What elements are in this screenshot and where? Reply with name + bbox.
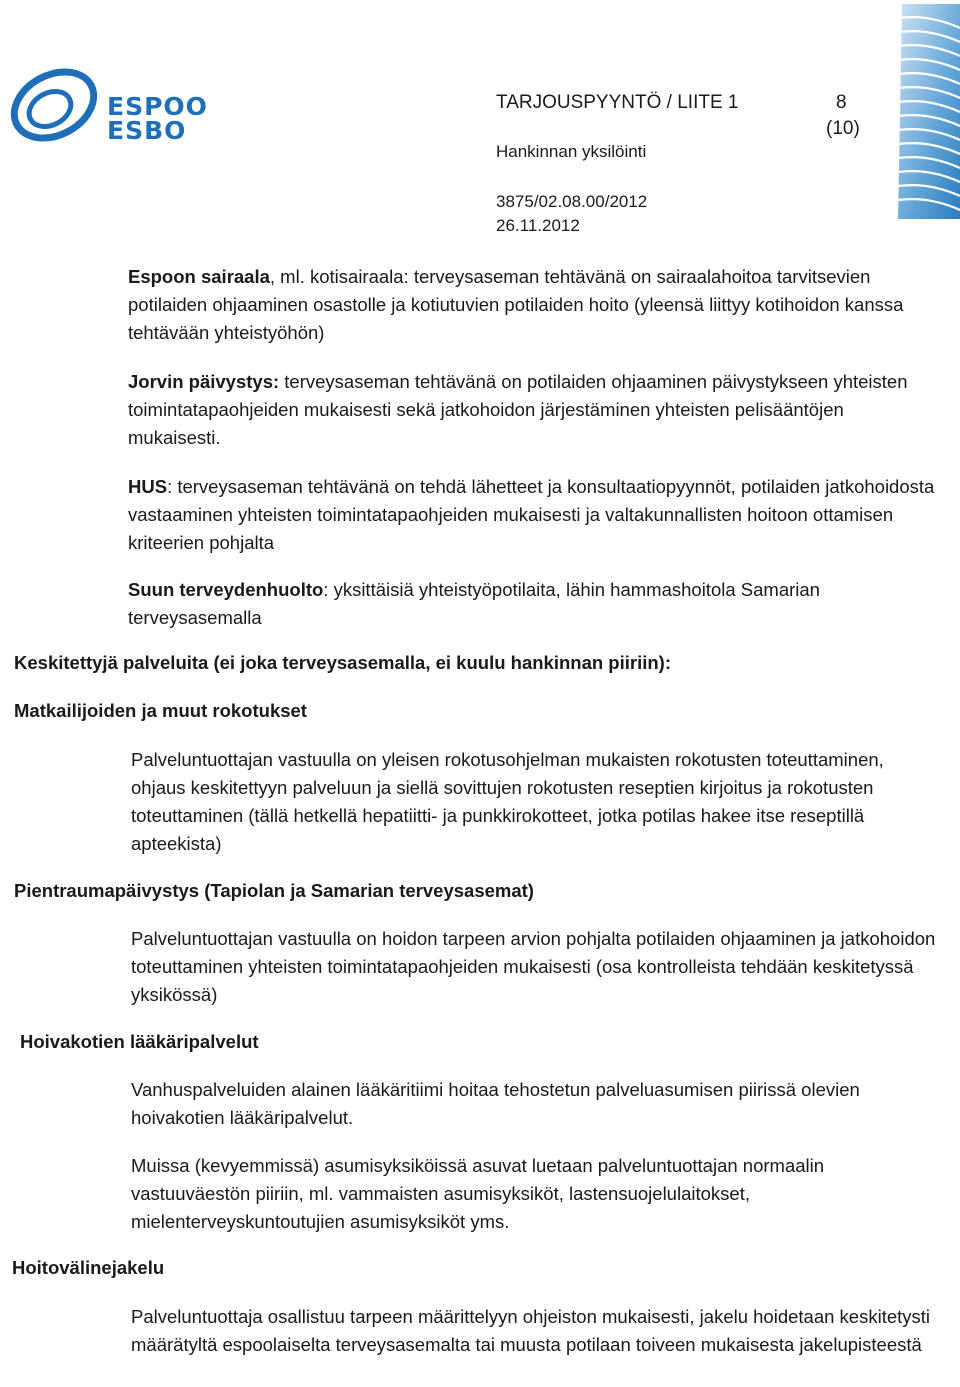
jorvin-paivystys-text: terveysaseman tehtävänä on potilaiden ohjaaminen päivystykseen yhteisten toimintatapaohjeiden mukaisesti sekä jatkohoidon järjestäminen yhteisten pelisääntöjen mukaisesti. (128, 371, 908, 448)
jorvin-paivystys-paragraph (128, 368, 938, 452)
reference-number: 3875/02.08.00/2012 (496, 192, 648, 211)
espoon-sairaala-paragraph (128, 263, 938, 347)
hoivakotien-heading: Hoivakotien lääkäripalvelut (20, 1031, 259, 1052)
page-number: 8 (836, 92, 847, 113)
page-total: (10) (826, 118, 860, 139)
hoivakotien-paragraph-2: Muissa (kevyemmissä) asumisyksiköissä asuvat luetaan palveluntuottajan normaalin vastuuväestön piiriin, ml. vammaisten asumisyksiköt, lastensuojelulaitokset, mielenterveyskuntoutujien asumisyksiköt yms. (131, 1155, 825, 1232)
document-title: TARJOUSPYYNTÖ / LIITE 1 (496, 92, 739, 113)
hus-paragraph (128, 473, 938, 557)
hoitovaline-heading: Hoitovälinejakelu (12, 1257, 165, 1278)
document-subtitle: Hankinnan yksilöinti (496, 142, 647, 161)
pientrauma-heading: Pientraumapäivystys (Tapiolan ja Samarian terveysasemat) (14, 880, 534, 901)
espoon-sairaala-text: , ml. kotisairaala: terveysaseman tehtävänä on sairaalahoitoa tarvitsevien potilaiden ohjaaminen osastolle ja kotiutuvien potilaiden hoito (yleensä liittyy kotihoidon kanssa tehtävään yhteistyöhön) (128, 266, 904, 343)
jorvin-paivystys-label: Jorvin päivystys: (128, 371, 280, 392)
document-date: 26.11.2012 (496, 216, 580, 235)
espoon-sairaala-label: Espoon sairaala (128, 266, 270, 287)
hus-label: HUS (128, 476, 168, 497)
espoo-logo (6, 58, 206, 153)
keskitettyja-heading: Keskitettyjä palveluita (ei joka terveysasemalla, ei kuulu hankinnan piiriin): (14, 652, 671, 673)
matkailijoiden-paragraph: Palveluntuottajan vastuulla on yleisen rokotusohjelman mukaisten rokotusten toteuttaminen, ohjaus keskitettyyn palveluun ja siellä sovittujen rokotusten reseptien kirjoitus ja rokotusten toteuttaminen (tällä hetkellä hepatiitti- ja punkkirokotteet, jotka potilas hakee itse reseptillä apteekista) (131, 749, 884, 854)
suun-terveydenhuolto-paragraph (128, 576, 938, 632)
logo-line-espoo: ESPOO (107, 92, 208, 121)
espoo-swirl-icon (6, 58, 106, 153)
hoitovaline-paragraph: Palveluntuottaja osallistuu tarpeen määrittelyyn ohjeiston mukaisesti, jakelu hoidetaan keskitetysti määrätyltä espoolaiselta terveysasemalta tai muusta potilaan toiveen mukaisesta jakelupisteestä (131, 1306, 931, 1355)
hoivakotien-paragraph-1: Vanhuspalveluiden alainen lääkäritiimi hoitaa tehostetun palveluasumisen piirissä olevien hoivakotien lääkäripalvelut. (131, 1079, 860, 1128)
hus-text: : terveysaseman tehtävänä on tehdä lähetteet ja konsultaatiopyynnöt, potilaiden jatkohoidosta vastaaminen yhteisten toimintatapaohjeiden mukaisesti ja valtakunnallisten hoitoon ottamisen kriteerien pohjalta (128, 476, 935, 553)
suun-terveydenhuolto-label: Suun terveydenhuolto (128, 579, 324, 600)
decorative-stripes (894, 4, 960, 219)
matkailijoiden-heading: Matkailijoiden ja muut rokotukset (14, 700, 307, 721)
pientrauma-paragraph: Palveluntuottajan vastuulla on hoidon tarpeen arvion pohjalta potilaiden ohjaaminen ja jatkohoidon toteuttaminen yhteisten toimintatapaohjeiden mukaisesti (osa kontrolleista tehdään keskitetyssä yksikössä) (131, 928, 936, 1005)
suun-terveydenhuolto-text: : yksittäisiä yhteistyöpotilaita, lähin hammashoitola Samarian terveysasemalla (128, 579, 820, 628)
logo-line-esbo: ESBO (107, 116, 187, 145)
